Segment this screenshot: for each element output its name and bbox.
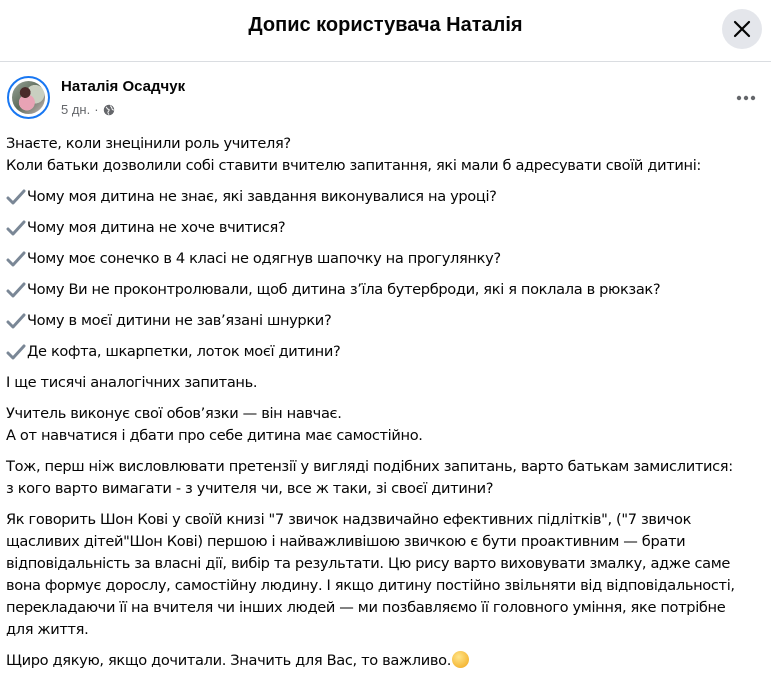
text-line: Учитель виконує свої обов’язки — він навчає.	[6, 405, 342, 422]
checklist-item	[6, 341, 766, 363]
avatar[interactable]	[7, 76, 50, 119]
more-horizontal-icon	[736, 95, 756, 101]
check-mark-icon	[6, 282, 26, 298]
closing-paragraph	[6, 650, 766, 672]
text-line: Тож, перш ніж висловлювати претензії у вигляді подібних запитань, варто батькам замислитися:	[6, 458, 733, 475]
smiling-tear-emoji-icon	[452, 651, 469, 668]
check-mark-icon	[6, 189, 26, 205]
teacher-paragraph	[6, 403, 766, 447]
text-line: для життя.	[6, 621, 89, 638]
checklist-text: Чому моє сонечко в 4 класі не одягнув шапочку на прогулянку?	[27, 250, 501, 267]
text-line: перекладаючи її на вчителя чи інших людей — ми позбавляємо її головного уміння, яке потрібне	[6, 599, 726, 616]
globe-icon[interactable]	[103, 104, 115, 116]
check-mark-icon	[6, 220, 26, 236]
checklist-item	[6, 248, 766, 270]
checklist-text: Чому в моєї дитини не зав’язані шнурки?	[27, 312, 332, 329]
text-line: вона формує дорослу, самостійну людину. І якщо дитину постійно звільняти від відповідальності,	[6, 577, 735, 594]
checklist-item	[6, 217, 766, 239]
author-name[interactable]: Наталія Осадчук	[61, 78, 186, 95]
dialog-title: Допис користувача Наталія	[248, 14, 523, 36]
text-line: А от навчатися і дбати про себе дитина має самостійно.	[6, 427, 423, 444]
text-line: щасливих дітей"Шон Кові) першою і найважливішою звичкою є бути проактивним — брати	[6, 533, 686, 550]
meta-separator: ·	[94, 102, 99, 117]
text-line: Знаєте, коли знецінили роль учителя?	[6, 135, 291, 152]
covey-paragraph	[6, 509, 766, 641]
post-time[interactable]: 5 дн.	[61, 102, 91, 117]
checklist-text: Чому моя дитина не знає, які завдання виконувалися на уроці?	[27, 188, 497, 205]
checklist-text: Чому моя дитина не хоче вчитися?	[27, 219, 286, 236]
more-options-button[interactable]	[728, 84, 764, 112]
post-body	[6, 133, 766, 681]
thousands-paragraph	[6, 372, 766, 394]
avatar-image	[12, 81, 45, 114]
text-line: відповідальність за власні дії, вибір та результати. Цю рису варто виховувати змалку, адже саме	[6, 555, 731, 572]
post-header	[0, 62, 771, 126]
text-line: Щиро дякую, якщо дочитали. Значить для Вас, то важливо.	[6, 652, 451, 669]
post-meta	[61, 102, 115, 117]
checklist-item	[6, 310, 766, 332]
text-line: з кого варто вимагати - з учителя чи, все ж таки, зі своєї дитини?	[6, 480, 494, 497]
text-line: Коли батьки дозволили собі ставити вчителю запитання, які мали б адресувати своїй дитині:	[6, 157, 701, 174]
check-mark-icon	[6, 344, 26, 360]
text-line: І ще тисячі аналогічних запитань.	[6, 374, 258, 391]
checklist-text: Де кофта, шкарпетки, лоток моєї дитини?	[27, 343, 341, 360]
check-mark-icon	[6, 313, 26, 329]
intro-paragraph	[6, 133, 766, 177]
check-mark-icon	[6, 251, 26, 267]
close-button[interactable]	[722, 9, 762, 49]
reflect-paragraph	[6, 456, 766, 500]
checklist-item	[6, 186, 766, 208]
close-icon	[732, 19, 752, 39]
checklist-text: Чому Ви не проконтролювали, щоб дитина з’їла бутерброди, які я поклала в рюкзак?	[27, 281, 661, 298]
checklist-item	[6, 279, 766, 301]
text-line: Як говорить Шон Кові у своїй книзі "7 звичок надзвичайно ефективних підлітків", ("7 звичок	[6, 511, 692, 528]
dialog-header	[0, 0, 771, 62]
